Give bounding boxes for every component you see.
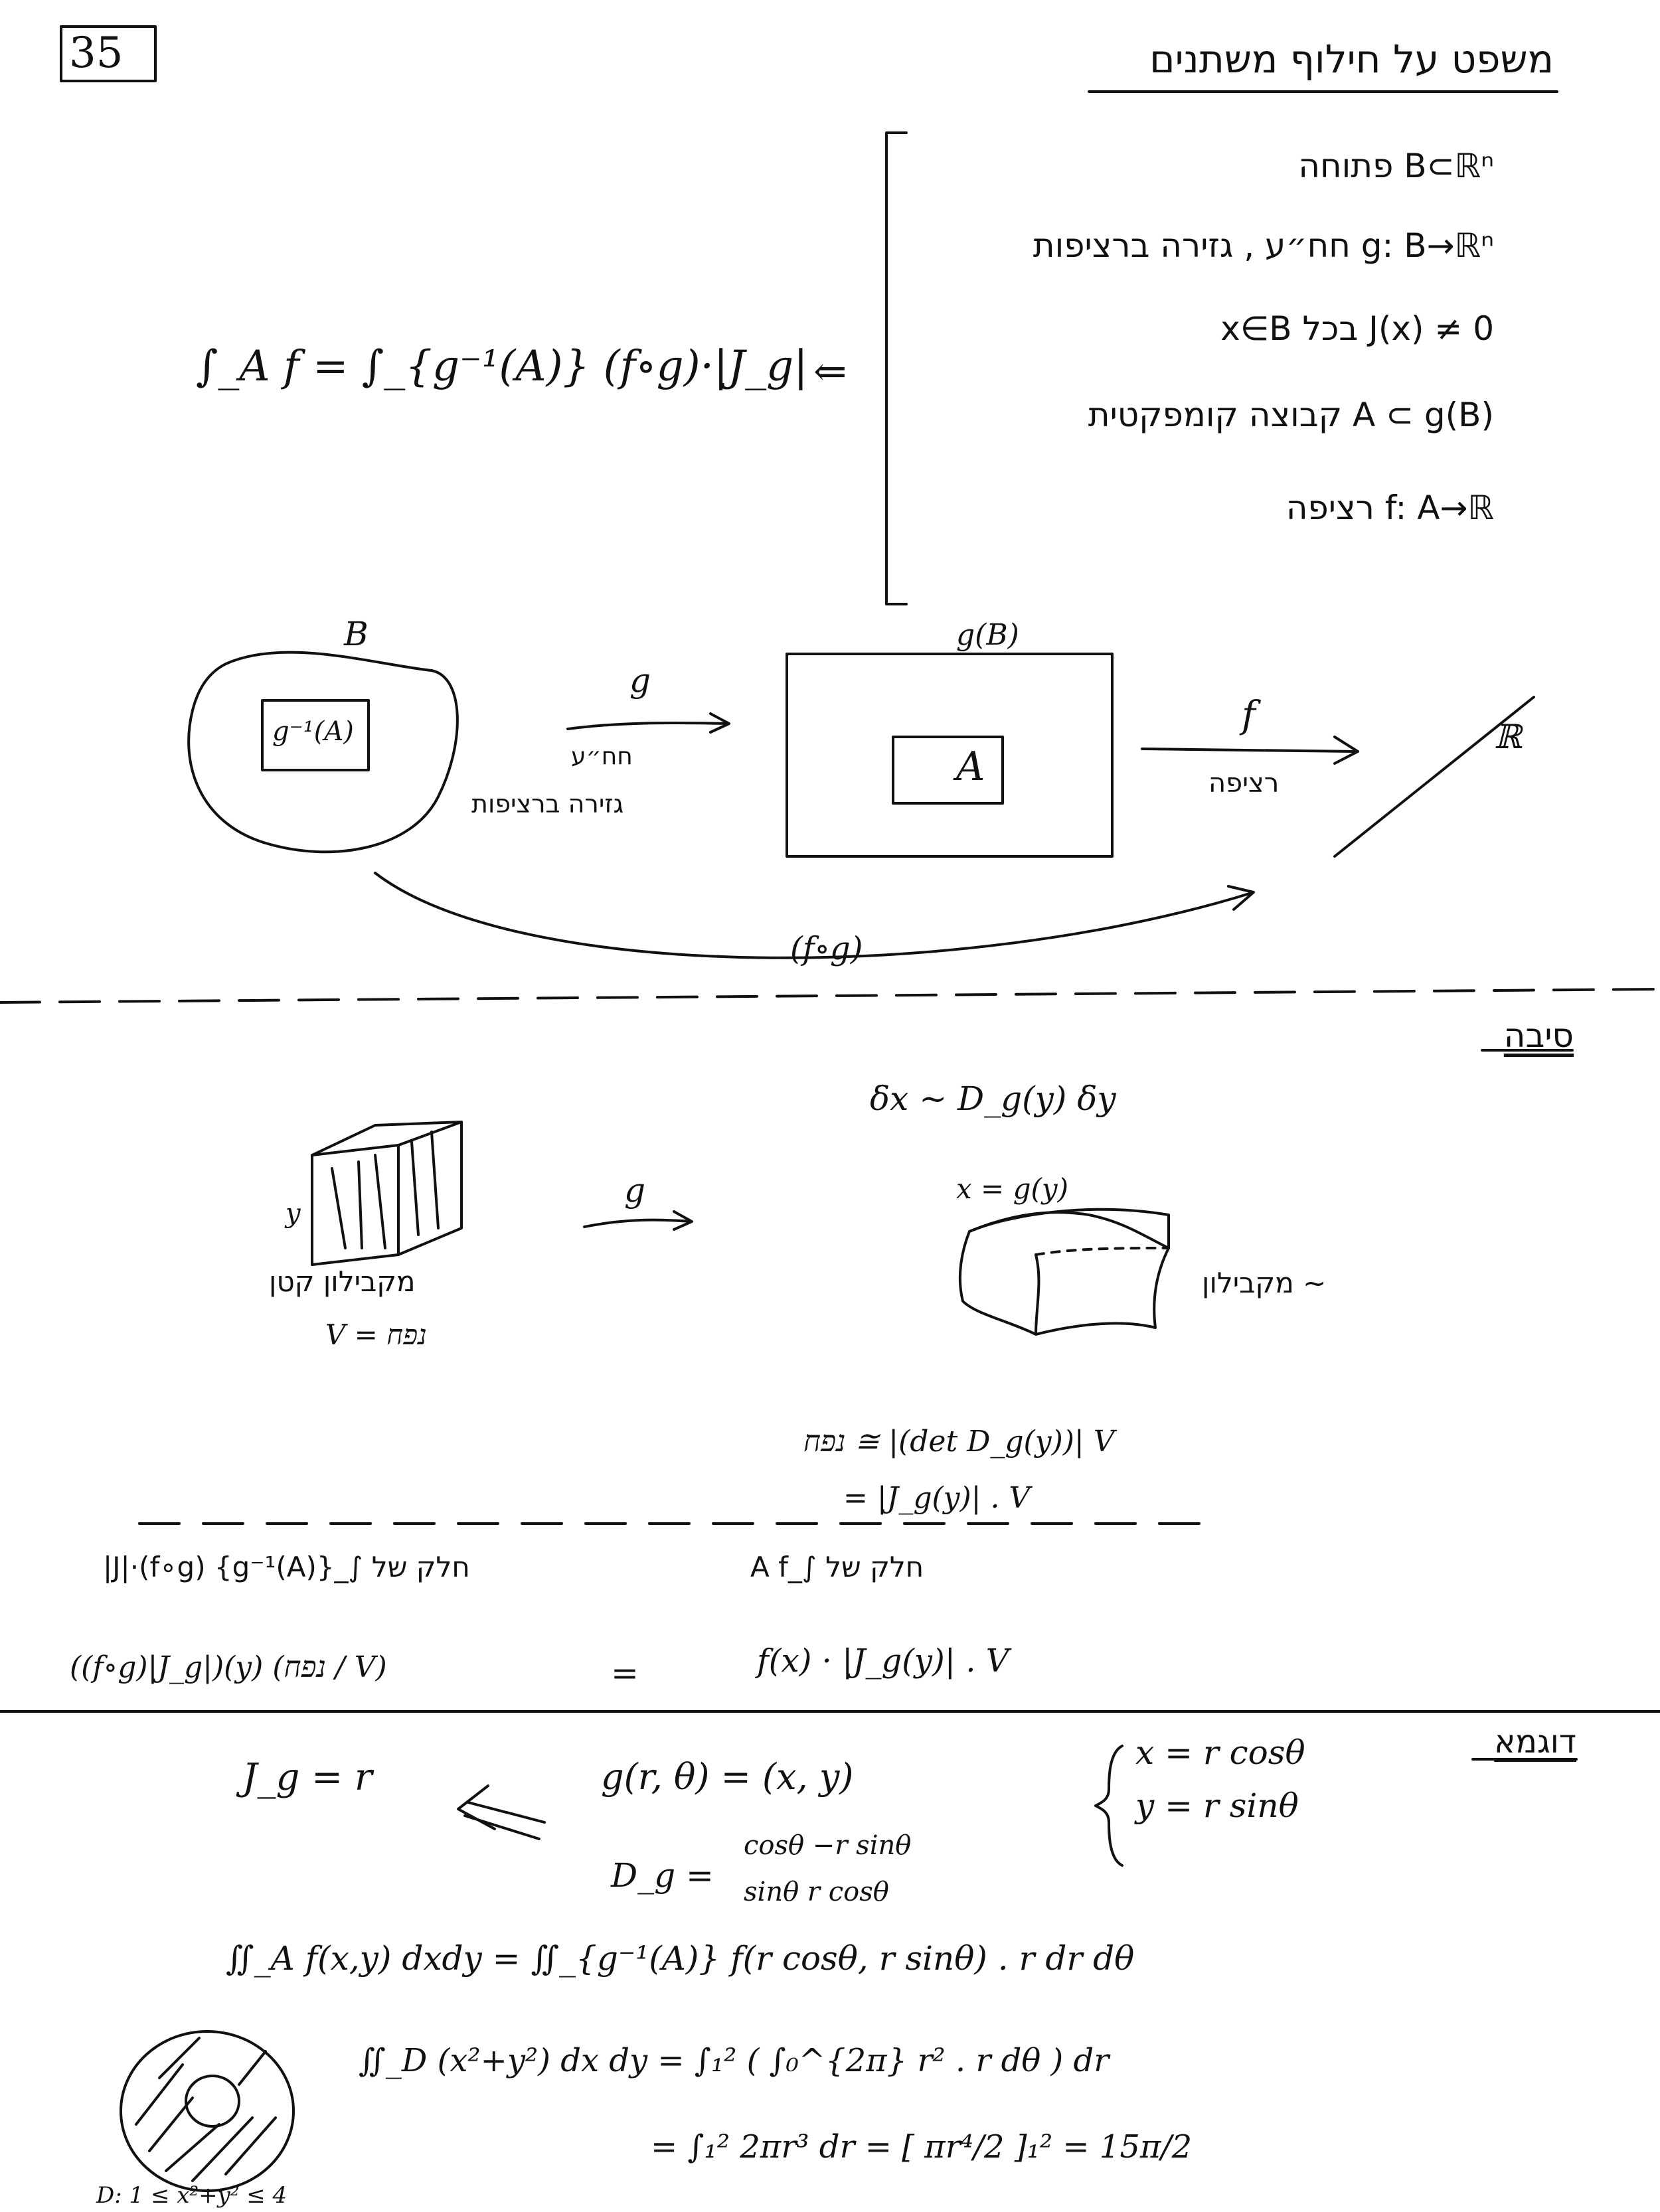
calculation-line-1: ∬_D (x²+y²) dx dy = ∫₁² ( ∫₀^{2π} r² . r dθ ) dr <box>359 2042 1110 2079</box>
reason-g: g <box>624 1171 646 1210</box>
approx-box-label: ~ מקבילון <box>1202 1267 1327 1299</box>
cube-hatching <box>332 1132 438 1248</box>
label-g: g <box>629 661 651 700</box>
page-title: משפט על חילוף משתנים <box>1149 37 1554 82</box>
polar-y: y = r sinθ <box>1135 1786 1299 1825</box>
polar-integral-formula: ∬_A f(x,y) dxdy = ∬_{g⁻¹(A)} f(r cosθ, r sinθ) . r dr dθ <box>226 1939 1135 1978</box>
calculation-line-2: = ∫₁² 2πr³ dr = [ πr⁴/2 ]₁² = 15π/2 <box>651 2128 1193 2166</box>
label-f: f <box>1242 694 1256 737</box>
right-equation: f(x) · |J_g(y)| . V <box>757 1642 1009 1680</box>
Dg-label: D_g = <box>611 1856 714 1895</box>
jacobian-value: J_g = r <box>242 1756 373 1799</box>
left-equation: ((f∘g)|J_g|)(y) (נפח / V) <box>70 1650 387 1684</box>
A-box <box>893 737 1003 803</box>
label-f-continuous: רציפה <box>1208 768 1280 799</box>
label-B: B <box>344 615 369 653</box>
domain-D: D: 1 ≤ x²+y² ≤ 4 <box>96 2182 288 2209</box>
page-number: 35 <box>69 29 124 78</box>
volume-det: נפח ≅ |(det D_g(y))| V <box>803 1425 1115 1459</box>
change-of-variables-formula: ∫_A f = ∫_{g⁻¹(A)} (f∘g)·|J_g| <box>196 342 808 391</box>
polar-brace <box>1096 1746 1122 1865</box>
volume-jacobian: = |J_g(y)| . V <box>843 1481 1031 1515</box>
g-arrow <box>568 723 727 729</box>
curved-box-hidden-edge <box>1036 1248 1169 1255</box>
label-g-continuous-diff: גזירה ברציפות <box>471 789 624 819</box>
f-arrow <box>1142 749 1355 751</box>
dashed-separator-1 <box>0 989 1660 1002</box>
implies-arrow: ⇐ <box>813 349 847 395</box>
Dg-row-2: sinθ r cosθ <box>744 1877 889 1907</box>
reason-approx: δx ~ D_g(y) δy <box>870 1079 1116 1118</box>
g-definition: g(r, θ) = (x, y) <box>601 1756 854 1798</box>
curved-box <box>960 1212 1169 1334</box>
set-B-shape <box>189 653 457 852</box>
volume-label: V = נפח <box>325 1318 427 1351</box>
left-part-label: חלק של ∫_{g⁻¹(A)} (f∘g)·|J| <box>103 1551 470 1583</box>
condition-1: B⊂ℝⁿ פתוחה <box>1298 147 1494 185</box>
condition-5: f: A→ℝ רציפה <box>1286 489 1494 527</box>
conditions-bracket <box>886 133 906 604</box>
gB-rect <box>787 654 1112 856</box>
right-part-label: חלק של ∫_A f <box>750 1551 924 1583</box>
label-A: A <box>956 744 985 790</box>
cube-top <box>312 1122 461 1155</box>
small-box-label: מקבילון קטן <box>269 1265 416 1298</box>
reason-equals: = <box>611 1654 639 1692</box>
annulus-hatching <box>136 2038 276 2181</box>
label-composite: (f∘g) <box>790 930 863 967</box>
condition-3: J(x) ≠ 0 בכל x∈B <box>1220 309 1494 348</box>
example-label: דוגמא <box>1494 1723 1576 1761</box>
reason-y: y <box>286 1198 301 1229</box>
annulus-inner <box>186 2076 239 2126</box>
condition-4: A ⊂ g(B) קבוצה קומפקטית <box>1088 396 1494 434</box>
polar-x: x = r cosθ <box>1135 1733 1305 1772</box>
label-g-injective: חח״ע <box>571 743 633 770</box>
label-gB: g(B) <box>956 618 1019 652</box>
reason-label: סיבה <box>1503 1016 1574 1055</box>
label-R: ℝ <box>1494 718 1522 756</box>
label-g-inv-A: g⁻¹(A) <box>272 716 354 747</box>
condition-2: g: B→ℝⁿ חח״ע , גזירה ברציפות <box>1033 226 1494 265</box>
x-eq-gy: x = g(y) <box>956 1172 1068 1205</box>
curved-box-edge <box>1036 1255 1038 1334</box>
Dg-row-1: cosθ −r sinθ <box>744 1830 912 1861</box>
reason-g-arrow <box>584 1220 691 1227</box>
curved-box-top <box>969 1210 1169 1248</box>
